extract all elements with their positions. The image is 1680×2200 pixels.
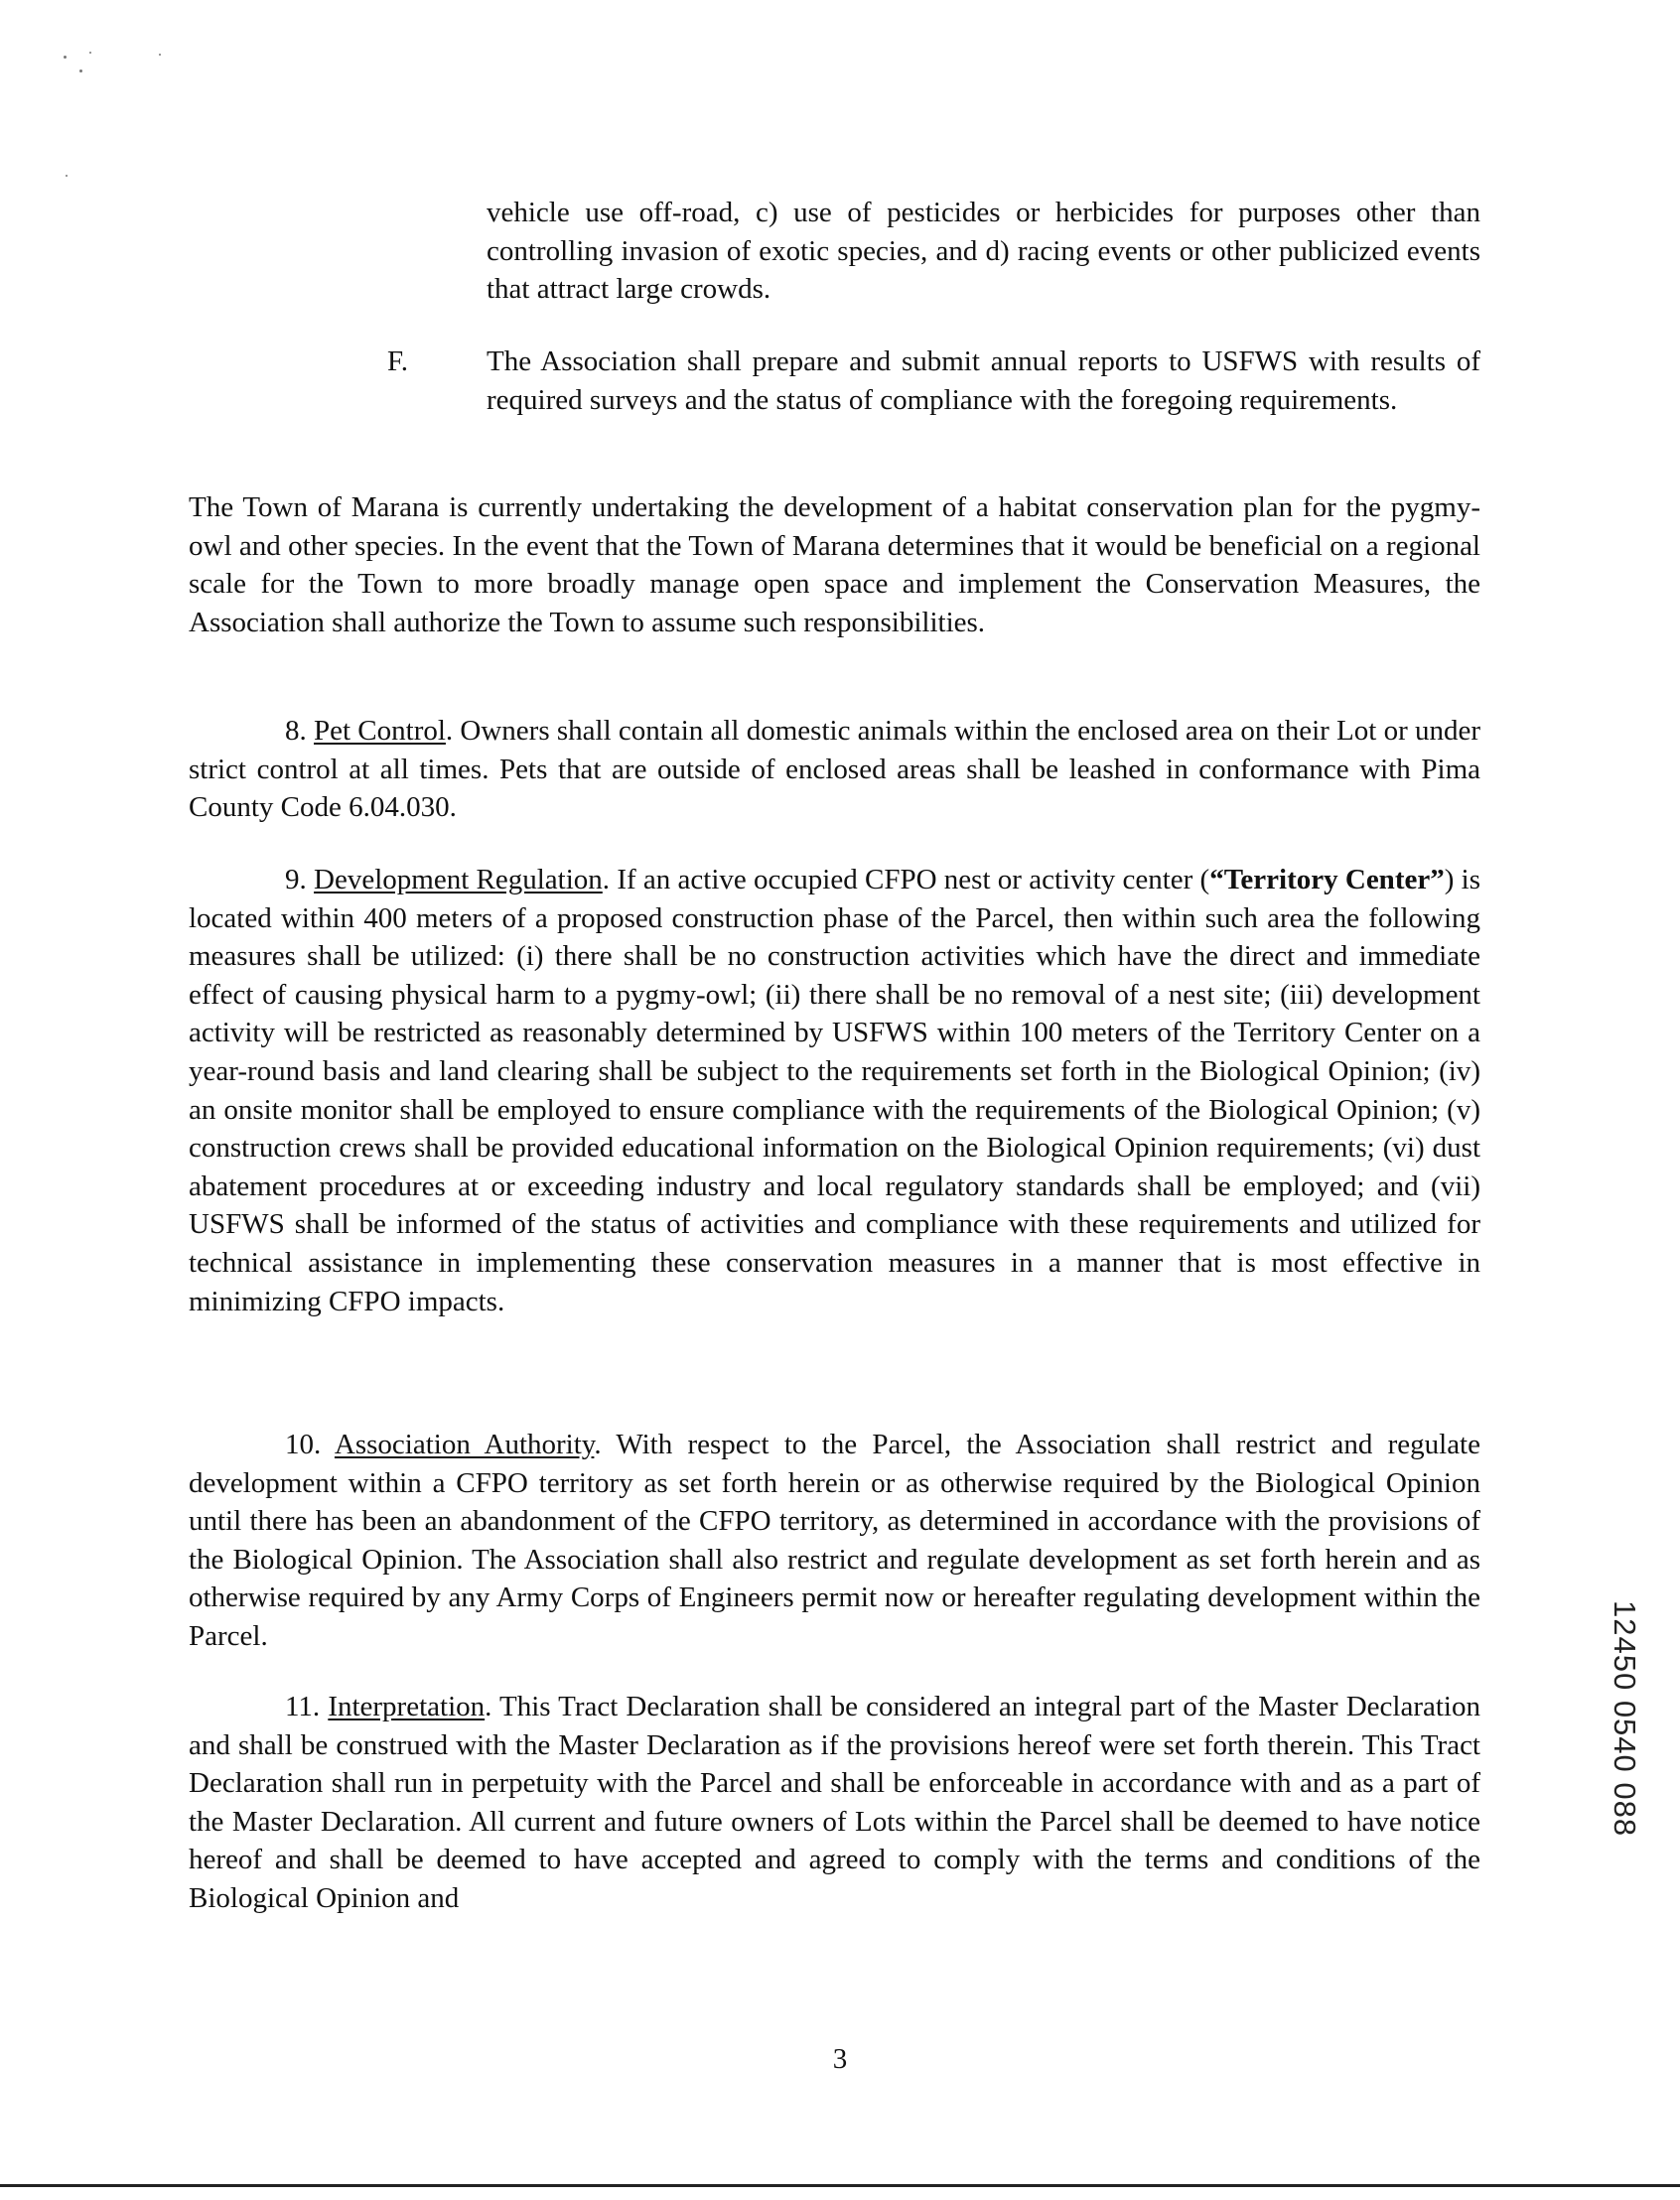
section-8-heading: Pet Control [314,715,446,747]
section-9-text-a: . If an active occupied CFPO nest or activity center ( [602,864,1210,895]
section-11-heading: Interpretation [328,1691,486,1722]
section-9-text-b: ) is located within 400 meters of a proposed construction phase of the Parcel, then within such area the following measures shall be utilized: (i) there shall be no construction activities which have the direct and immediate effect of causing physical harm to a pygmy-owl; (ii) there shall be no removal of a nest site; (iii) development activity will be restricted as reasonably determined by USFWS within 100 meters of the Territory Center on a year-round basis and land clearing shall be subject to the requirements set forth in the Biological Opinion; (iv) an onsite monitor shall be employed to ensure compliance with the requirements of the Biological Opinion; (v) construction crews shall be provided educational information on the Biological Opinion requirements; (vi) dust abatement procedures at or exceeding industry and local regulatory standards shall be employed; and (vii) USFWS shall be informed of the status of activities and compliance with these requirements and utilized for technical assistance in implementing these conservation measures in a manner that is most effective in minimizing CFPO impacts. [189,864,1480,1317]
section-e-text: vehicle use off-road, c) use of pesticides or herbicides for purposes other than controlling invasion of exotic species, and d) racing events or other publicized events that attract large crowds. [487,197,1480,306]
section-11-text: . This Tract Declaration shall be considered an integral part of the Master Declaration and shall be construed with the Master Declaration as if the provisions hereof were set forth therein. This Tract Declaration shall run in perpetuity with the Parcel and shall be enforceable in accordance with and as a part of the Master Declaration. All current and future owners of Lots within the Parcel shall be deemed to have notice hereof and shall be deemed to have accepted and agreed to comply with the terms and conditions of the Biological Opinion and [189,1691,1480,1914]
item-f-text: The Association shall prepare and submit annual reports to USFWS with results of required surveys and the status of compliance with the foregoing requirements. [487,345,1480,416]
item-f [487,343,1480,419]
scan-speck [89,52,91,54]
territory-center-term: “Territory Center” [1209,864,1445,895]
section-10-text: . With respect to the Parcel, the Association shall restrict and regulate development within a CFPO territory as set forth herein or as otherwise required by the Biological Opinion until there has been an abandonment of the CFPO territory, as determined in accordance with the provisions of the Biological Opinion. The Association shall also restrict and regulate development as set forth herein and as otherwise required by any Army Corps of Engineers permit now or hereafter regulating development within the Parcel. [189,1429,1480,1652]
scan-bottom-edge [0,2184,1680,2187]
section-9-heading: Development Regulation [314,864,603,895]
section-9-number: 9. [285,864,307,895]
section-8 [189,712,1480,827]
section-10-number: 10. [285,1429,322,1460]
item-f-marker: F. [387,345,409,377]
recording-stamp [1607,1600,1642,1837]
marana-paragraph [189,488,1480,641]
marana-text: The Town of Marana is currently undertaking the development of a habitat conservation plan for the pygmy-owl and other species. In the event that the Town of Marana determines that it would be beneficial on a regional scale for the Town to more broadly manage open space and implement the Conservation Measures, the Association shall authorize the Town to assume such responsibilities. [189,491,1480,638]
scan-speck [64,56,67,59]
section-10-heading: Association Authority [334,1429,595,1460]
section-11 [189,1688,1480,1918]
scan-speck [159,54,161,56]
section-11-number: 11. [285,1691,321,1722]
section-8-number: 8. [285,715,307,747]
scan-speck [66,175,68,177]
section-10 [189,1426,1480,1656]
section-e-continuation [487,194,1480,309]
scan-speck [79,69,82,72]
section-9 [189,861,1480,1320]
page-number: 3 [832,2043,848,2075]
section-8-text: . Owners shall contain all domestic animals within the enclosed area on their Lot or under strict control at all times. Pets that are outside of enclosed areas shall be leashed in conformance with Pima County Code 6.04.030. [189,715,1481,824]
recording-stamp-text: 12450 0540 088 [1608,1600,1642,1838]
scan-specks [30,40,179,189]
